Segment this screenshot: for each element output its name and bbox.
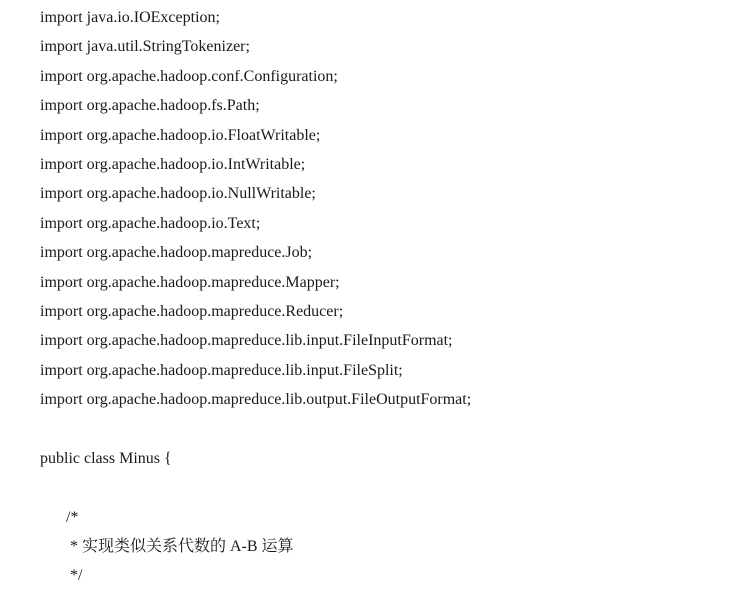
import-line-12: import org.apache.hadoop.mapreduce.lib.input.FileInputFormat; bbox=[40, 332, 453, 350]
import-line-6: import org.apache.hadoop.io.IntWritable; bbox=[40, 155, 306, 173]
import-line-10: import org.apache.hadoop.mapreduce.Mapper; bbox=[40, 273, 340, 291]
import-line-7: import org.apache.hadoop.io.NullWritable; bbox=[40, 185, 316, 203]
comment-body: * 实现类似关系代数的 A-B 运算 bbox=[66, 538, 294, 556]
class-declaration: public class Minus { bbox=[40, 449, 172, 467]
import-line-5: import org.apache.hadoop.io.FloatWritable; bbox=[40, 126, 321, 144]
import-line-11: import org.apache.hadoop.mapreduce.Reducer; bbox=[40, 302, 344, 320]
import-line-1: import java.io.IOException; bbox=[40, 9, 220, 26]
blank-line bbox=[40, 414, 471, 443]
import-line-4: import org.apache.hadoop.fs.Path; bbox=[40, 97, 260, 115]
blank-line bbox=[40, 473, 471, 502]
code-listing bbox=[40, 3, 471, 591]
import-line-3: import org.apache.hadoop.conf.Configuration; bbox=[40, 67, 338, 85]
import-line-13: import org.apache.hadoop.mapreduce.lib.input.FileSplit; bbox=[40, 361, 403, 379]
comment-close: */ bbox=[66, 567, 83, 585]
import-line-2: import java.util.StringTokenizer; bbox=[40, 38, 250, 56]
import-line-14: import org.apache.hadoop.mapreduce.lib.output.FileOutputFormat; bbox=[40, 391, 472, 409]
import-line-9: import org.apache.hadoop.mapreduce.Job; bbox=[40, 244, 313, 262]
comment-open: /* bbox=[66, 508, 79, 526]
import-line-8: import org.apache.hadoop.io.Text; bbox=[40, 214, 261, 232]
